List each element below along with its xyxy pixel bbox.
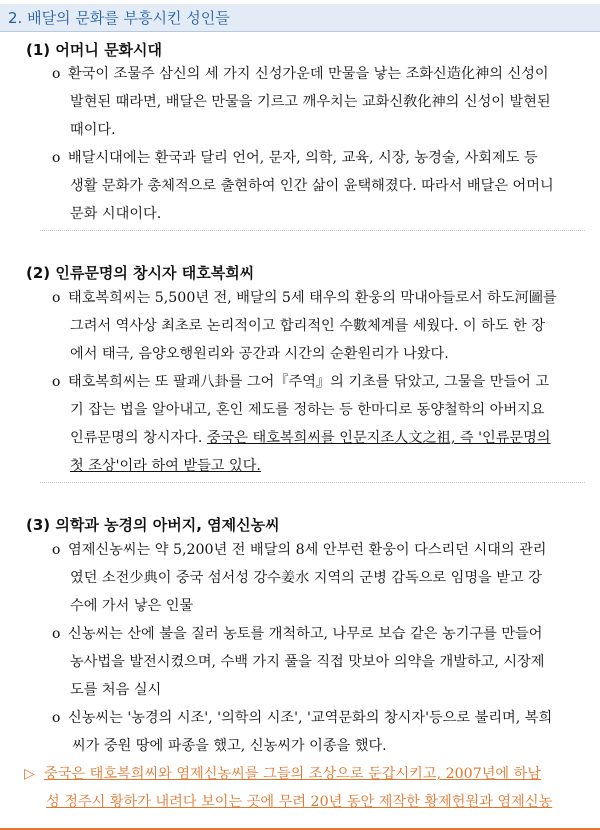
text-line: 염제신농씨는 약 5,200년 전 배달의 8세 안부런 환웅이 다스리던 시대의 관리 <box>68 542 547 558</box>
divider <box>40 482 585 483</box>
triangle-pointer-icon: ▷ <box>24 766 35 782</box>
text-line: 발현된 때라면, 배달은 만물을 기르고 깨우치는 교화신敎化神의 신성이 발현된 <box>70 94 551 110</box>
text-line: 씨가 중원 땅에 파종을 했고, 신농씨가 이종을 했다. <box>72 738 387 754</box>
bullet-icon: o <box>52 626 61 642</box>
text-line: 도를 처음 실시 <box>70 682 162 698</box>
heading-fuxi: (2) 인류문명의 창시자 태호복희씨 <box>26 264 255 282</box>
text-line: 였던 소전少典이 중국 섬서성 강수姜水 지역의 군병 감독으로 임명을 받고 강 <box>70 570 542 586</box>
heading-shennong: (3) 의학과 농경의 아버지, 염제신농씨 <box>26 516 280 534</box>
text-line: 배달시대에는 환국과 달리 언어, 문자, 의학, 교육, 시장, 농경술, 사회제도 등 <box>68 150 538 166</box>
text-line: 문화 시대이다. <box>70 206 162 222</box>
text-line: 환국이 조물주 삼신의 세 가지 신성가운데 만물을 낳는 조화신造化神의 신성이 <box>68 66 549 82</box>
bullet-icon: o <box>52 374 61 390</box>
text-line: 기 잡는 법을 알아내고, 혼인 제도를 정하는 등 한마디로 동양철학의 아버지요 <box>70 402 545 418</box>
divider <box>40 230 585 231</box>
section-title: 2. 배달의 문화를 부흥시킨 성인들 <box>0 4 600 32</box>
text-line <box>70 428 551 448</box>
text-line: 생활 문화가 총체적으로 출현하여 인간 삶이 윤택해졌다. 따라서 배달은 어머니 <box>70 178 554 194</box>
text-line: 태호복희씨는 또 팔괘八卦를 그어『주역』의 기초를 닦았고, 그물을 만들어 고 <box>68 374 550 390</box>
note-line: 성 정주시 황하가 내려다 보이는 곳에 무려 20년 동안 제작한 황제헌원과 염제신농 <box>46 794 553 810</box>
note-line: 중국은 태호복희씨와 염제신농씨를 그들의 조상으로 둔갑시키고, 2007년에 하남 <box>44 766 542 782</box>
text-line: 때이다. <box>70 122 116 138</box>
text-line: 농사법을 발전시켰으며, 수백 가지 풀을 직접 맛보아 의약을 개발하고, 시장제 <box>70 654 545 670</box>
text-line: 신농씨는 산에 불을 질러 농토를 개척하고, 나무로 보습 같은 농기구를 만들어 <box>68 626 543 642</box>
bullet-icon: o <box>52 150 61 166</box>
bullet-icon: o <box>52 290 61 306</box>
text-line: 태호복희씨는 5,500년 전, 배달의 5세 태우의 환웅의 막내아들로서 하도河圖를 <box>68 290 557 306</box>
text-line: 수에 가서 낳은 인물 <box>70 598 194 614</box>
text-line: 그려서 역사상 최초로 논리적이고 합리적인 수數체계를 세웠다. 이 하도 한 장 <box>70 318 545 334</box>
heading-mother-culture: (1) 어머니 문화시대 <box>26 41 163 59</box>
bullet-icon: o <box>52 542 61 558</box>
underlined-text: 중국은 태호복희씨를 인문지조人文之祖, 즉 '인류문명의 <box>206 430 551 446</box>
text-segment: 인류문명의 창시자다. <box>70 430 207 446</box>
text-line: 신농씨는 '농경의 시조', '의학의 시조', '교역문화의 창시자'등으로 불리며, 복희 <box>68 710 553 726</box>
text-line: 에서 태극, 음양오행원리와 공간과 시간의 순환원리가 나왔다. <box>70 346 449 362</box>
bullet-icon: o <box>52 66 61 82</box>
bullet-icon: o <box>52 710 61 726</box>
underlined-text: 첫 조상'이라 하여 받들고 있다. <box>70 458 261 474</box>
